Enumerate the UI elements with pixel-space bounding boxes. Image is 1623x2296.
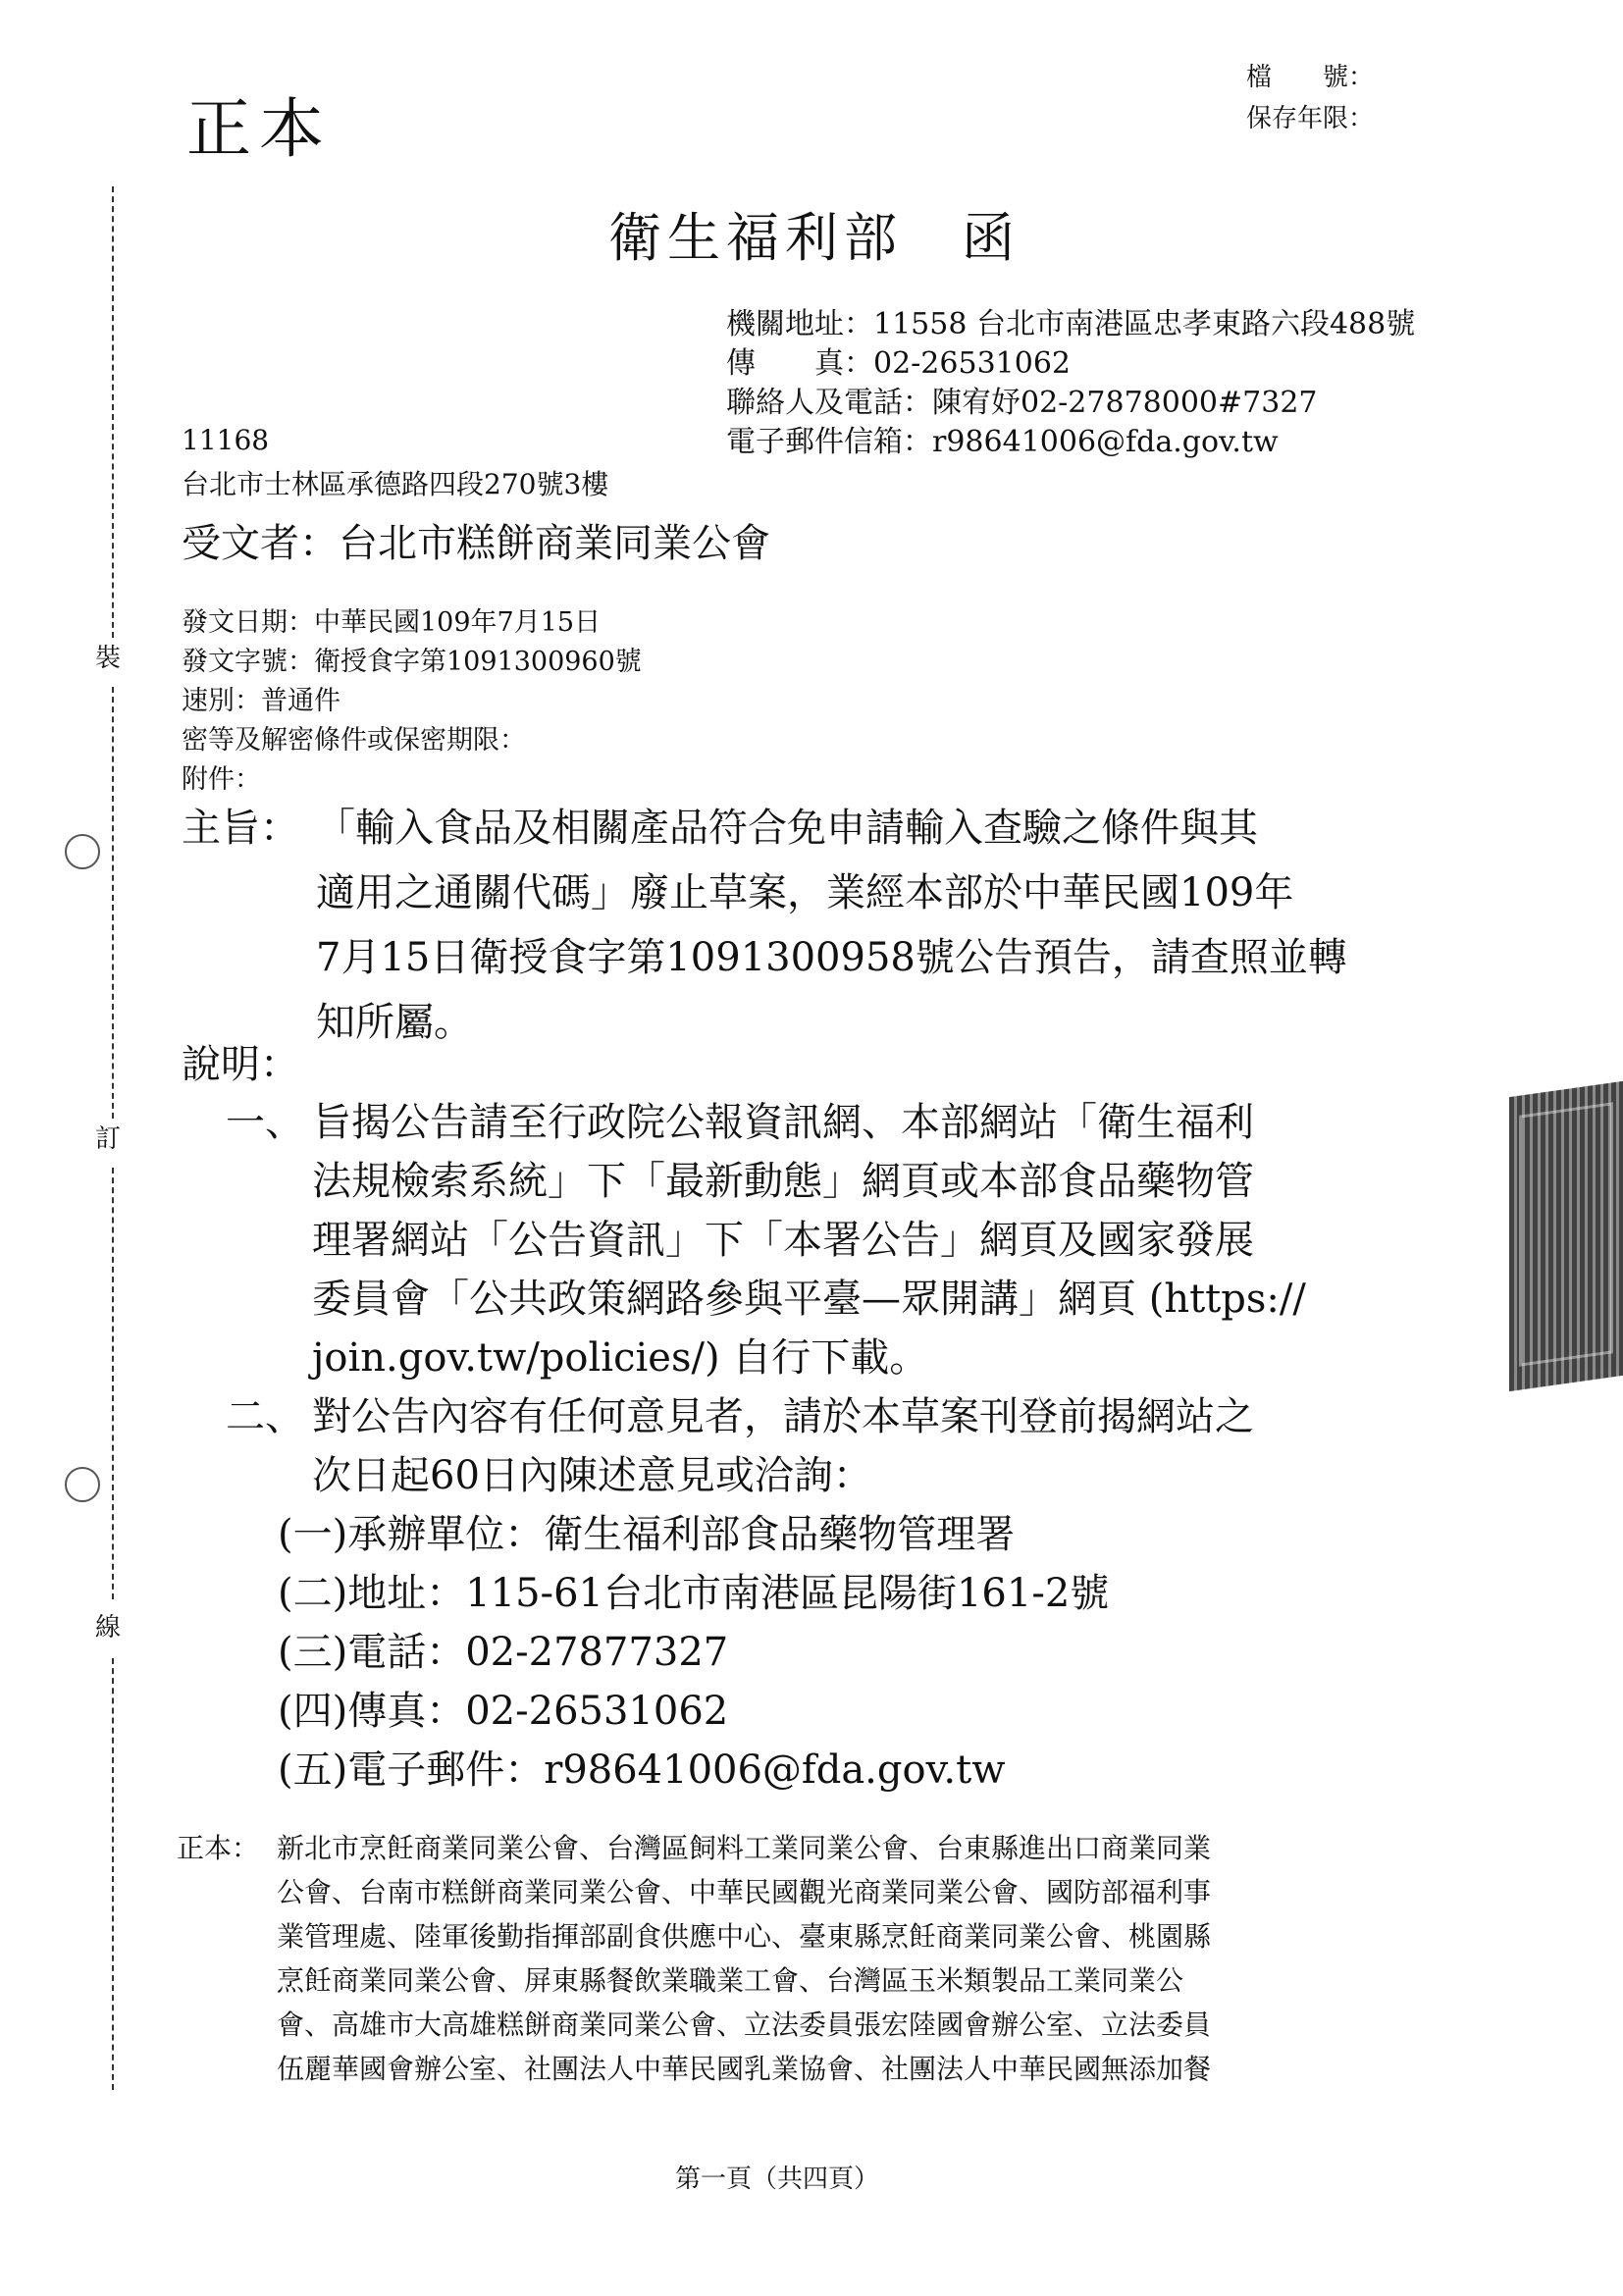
explanation-label: 說明： <box>182 1042 299 1087</box>
binding-dashed-line <box>112 186 114 638</box>
retention-period-label: 保存年限： <box>1246 104 1375 133</box>
page-number: 第一頁（共四頁） <box>675 2165 880 2194</box>
distribution-line: 公會、台南市糕餅商業同業公會、中華民國觀光商業同業公會、國防部福利事 <box>277 1876 1212 1908</box>
binding-mark-ding: 訂 <box>95 1124 122 1154</box>
subject-line: 知所屬。 <box>316 1000 473 1045</box>
urgency: 速別：普通件 <box>182 686 340 716</box>
punch-hole-icon <box>65 1467 100 1502</box>
explanation-item-line: 對公告內容有任何意見者，請於本草案刊登前揭網站之 <box>312 1394 1254 1439</box>
subject-label: 主旨： <box>182 806 299 851</box>
binding-mark-zhuang: 裝 <box>95 644 122 673</box>
copy-label: 正本 <box>186 91 332 167</box>
contact-sub-item: (五)電子郵件：r98641006@fda.gov.tw <box>278 1748 1006 1793</box>
binding-dashed-line <box>112 687 114 1119</box>
contact-sub-item: (二)地址：115-61台北市南港區昆陽街161-2號 <box>278 1571 1110 1616</box>
subject-line: 「輸入食品及相關產品符合免申請輸入查驗之條件與其 <box>316 806 1258 851</box>
explanation-item-line: 理署網站「公告資訊」下「本署公告」網頁及國家發展 <box>312 1218 1254 1263</box>
agency-fax: 傳 真：02-26531062 <box>726 346 1072 381</box>
punch-hole-icon <box>65 834 100 869</box>
explanation-item-line: 法規檢索系統」下「最新動態」網頁或本部食品藥物管 <box>312 1159 1254 1204</box>
official-seal-fragment <box>1509 1081 1623 1391</box>
contact-sub-item: (三)電話：02-27877327 <box>278 1630 729 1675</box>
contact-sub-item: (一)承辦單位：衛生福利部食品藥物管理署 <box>278 1512 1016 1557</box>
distribution-line: 新北市烹飪商業同業公會、台灣區飼料工業同業公會、台東縣進出口商業同業 <box>277 1832 1212 1864</box>
agency-address: 機關地址：11558 台北市南港區忠孝東路六段488號 <box>726 307 1416 341</box>
distribution-label: 正本： <box>177 1832 260 1864</box>
explanation-item-line: 旨揭公告請至行政院公報資訊網、本部網站「衛生福利 <box>312 1100 1254 1145</box>
binding-dashed-line <box>112 1658 114 2090</box>
binding-mark-xian: 線 <box>95 1613 122 1643</box>
contact-sub-item: (四)傳真：02-26531062 <box>278 1689 729 1734</box>
file-number-label: 檔 號： <box>1246 63 1375 92</box>
attachments: 附件： <box>182 764 261 795</box>
explanation-item-line: 委員會「公共政策網路參與平臺—眾開講」網頁 (https:// <box>312 1277 1306 1322</box>
subject-line: 適用之通關代碼」廢止草案，業經本部於中華民國109年 <box>316 870 1294 915</box>
recipient-postal-code: 11168 <box>182 424 270 456</box>
explanation-item-marker: 一、 <box>226 1100 304 1145</box>
recipient-address: 台北市士林區承德路四段270號3樓 <box>182 468 609 500</box>
binding-dashed-line <box>112 1168 114 1599</box>
distribution-line: 業管理處、陸軍後勤指揮部副食供應中心、臺東縣烹飪商業同業公會、桃園縣 <box>277 1920 1212 1953</box>
confidentiality: 密等及解密條件或保密期限： <box>182 725 526 756</box>
agency-email: 電子郵件信箱：r98641006@fda.gov.tw <box>726 425 1279 459</box>
explanation-item-line: join.gov.tw/policies/) 自行下載。 <box>312 1335 929 1381</box>
distribution-line: 伍麗華國會辦公室、社團法人中華民國乳業協會、社團法人中華民國無添加餐 <box>277 2053 1212 2085</box>
recipient: 受文者：台北市糕餅商業同業公會 <box>182 521 770 566</box>
issue-date: 發文日期：中華民國109年7月15日 <box>182 607 602 638</box>
explanation-item-line: 次日起60日內陳述意見或洽詢： <box>312 1453 872 1498</box>
explanation-item-marker: 二、 <box>226 1394 304 1439</box>
document-title: 衛生福利部 函 <box>608 207 1021 269</box>
distribution-line: 會、高雄市大高雄糕餅商業同業公會、立法委員張宏陸國會辦公室、立法委員 <box>277 2009 1212 2041</box>
distribution-line: 烹飪商業同業公會、屏東縣餐飲業職業工會、台灣區玉米類製品工業同業公 <box>277 1964 1184 1997</box>
document-number: 發文字號：衛授食字第1091300960號 <box>182 647 642 677</box>
agency-contact: 聯絡人及電話：陳宥妤02-27878000#7327 <box>726 386 1318 420</box>
subject-line: 7月15日衛授食字第1091300958號公告預告，請查照並轉 <box>316 935 1347 980</box>
